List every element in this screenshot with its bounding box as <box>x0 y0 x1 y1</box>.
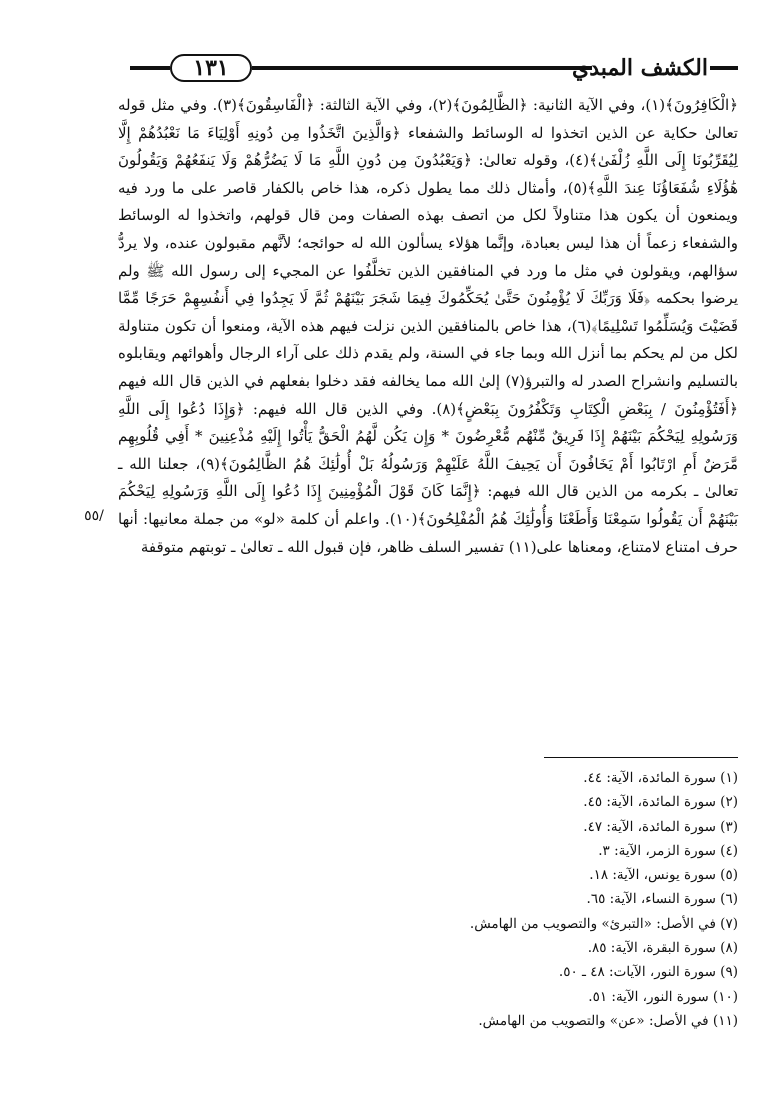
footnote: (٥) سورة يونس، الآية: ١٨. <box>589 867 738 884</box>
body-paragraph: ﴿الْكَافِرُونَ﴾(١)، وفي الآية الثانية: ﴿الظَّالِمُونَ﴾(٢)، وفي الآية الثالثة: ﴿الْفَاسِقُونَ﴾(٣). وفي مثل قوله تعالىٰ حكاية عن الذين اتخذوا له الوسائط والشفعاء ﴿وَالَّذِينَ اتَّخَذُوا مِن دُونِهِ أَوْلِيَاءَ مَا نَعْبُدُهُمْ إِلَّا لِيُقَرِّبُونَا إِلَى اللَّهِ زُلْفَىٰ﴾(٤)، وقوله تعالىٰ: ﴿وَيَعْبُدُونَ مِن دُونِ اللَّهِ مَا لَا يَضُرُّهُمْ وَلَا يَنفَعُهُمْ وَيَقُولُونَ هَٰؤُلَاءِ شُفَعَاؤُنَا عِندَ اللَّهِ﴾(٥)، وأمثال ذلك مما يطول ذكره، هذا خاص بالكفار قاصر على ما ورد فيه ويمنعون أن يكون هذا متناولاً لكل من اتصف بهذه الصفات ومن قال قولهم، واتخذوا له الوسائط والشفعاء زعماً أن هذا ليس بعبادة، وإنَّما هؤلاء يسألون الله له حوائجه؛ لأنَّهم مقبولون عنده، ولا يردُّ سؤالهم، ويقولون في مثل ما ورد في المنافقين الذين تخلَّفُوا عن المجيء إلى رسول الله ﷺ ولم يرضوا بحكمه ﴿فَلَا وَرَبِّكَ لَا يُؤْمِنُونَ حَتَّىٰ يُحَكِّمُوكَ فِيمَا شَجَرَ بَيْنَهُمْ ثُمَّ لَا يَجِدُوا فِي أَنفُسِهِمْ حَرَجًا مِّمَّا قَضَيْتَ وَيُسَلِّمُوا تَسْلِيمًا﴾(٦)، هذا خاص بالمنافقين الذين نزلت فيهم هذه الآية، ومنعوا أن تكون متناولة لكل من لم يحكم بما أنزل الله وبما جاء في السنة، ولم يقدم ذلك على آراء الرجال وأهوائهم ويقابلوه بالتسليم وانشراح الصدر له والتبرؤ(٧) إلىٰ الله مما يخالفه فقد دخلوا بفعلهم في الذين قال الله فيهم ﴿أَفَتُؤْمِنُونَ / بِبَعْضِ الْكِتَابِ وَتَكْفُرُونَ بِبَعْضٍ﴾(٨). وفي الذين قال الله فيهم: ﴿وَإِذَا دُعُوا إِلَى اللَّهِ وَرَسُولِهِ لِيَحْكُمَ بَيْنَهُمْ إِذَا فَرِيقٌ مِّنْهُم مُّعْرِضُونَ * وَإِن يَكُن لَّهُمُ الْحَقُّ يَأْتُوا إِلَيْهِ مُذْعِنِينَ * أَفِي قُلُوبِهِم مَّرَضٌ أَمِ ارْتَابُوا أَمْ يَخَافُونَ أَن يَحِيفَ اللَّهُ عَلَيْهِمْ وَرَسُولُهُ بَلْ أُولَٰئِكَ هُمُ الظَّالِمُونَ﴾(٩)، جعلنا الله ـ تعالىٰ ـ بكرمه من الذين قال الله فيهم: ﴿إِنَّمَا كَانَ قَوْلَ الْمُؤْمِنِينَ إِذَا دُعُوا إِلَى اللَّهِ وَرَسُولِهِ لِيَحْكُمَ بَيْنَهُمْ أَن يَقُولُوا سَمِعْنَا وَأَطَعْنَا وَأُولَٰئِكَ هُمُ الْمُفْلِحُونَ﴾(١٠). واعلم أن كلمة «لو» من جملة معانيها: أنها حرف امتناع لامتناع، ومعناها على(١١) تفسير السلف ظاهر، فإن قبول الله ـ تعالىٰ ـ توبتهم متوقفة <box>118 96 739 556</box>
footnote: (٩) سورة النور، الآيات: ٤٨ ـ ٥٠. <box>558 964 738 981</box>
header-rule-middle <box>252 66 592 70</box>
footnote: (٦) سورة النساء، الآية: ٦٥. <box>586 891 738 908</box>
footnotes <box>118 766 738 1033</box>
footnote: (٢) سورة المائدة، الآية: ٤٥. <box>583 794 738 811</box>
header-rule-left <box>130 66 170 70</box>
footnote-separator <box>544 757 738 758</box>
footnote: (٣) سورة المائدة، الآية: ٤٧. <box>583 818 738 835</box>
page-number: ١٣١ <box>170 54 252 82</box>
main-text <box>118 92 738 561</box>
footnote: (٨) سورة البقرة، الآية: ٨٥. <box>587 940 738 957</box>
manuscript-folio-marker: ٥٥/ <box>84 508 104 524</box>
footnote: (٤) سورة الزمر، الآية: ٣. <box>598 842 738 859</box>
footnote: (١٠) سورة النور، الآية: ٥١. <box>588 988 738 1005</box>
footnote: (٧) في الأصل: «التبرئ» والتصويب من الهامش. <box>469 915 738 932</box>
footnote: (١١) في الأصل: «عن» والتصويب من الهامش. <box>478 1012 738 1029</box>
footnote: (١) سورة المائدة، الآية: ٤٤. <box>583 770 738 786</box>
page-header <box>130 52 738 88</box>
header-rule-right <box>710 66 738 70</box>
running-title: الكشف المبدي <box>572 55 708 81</box>
